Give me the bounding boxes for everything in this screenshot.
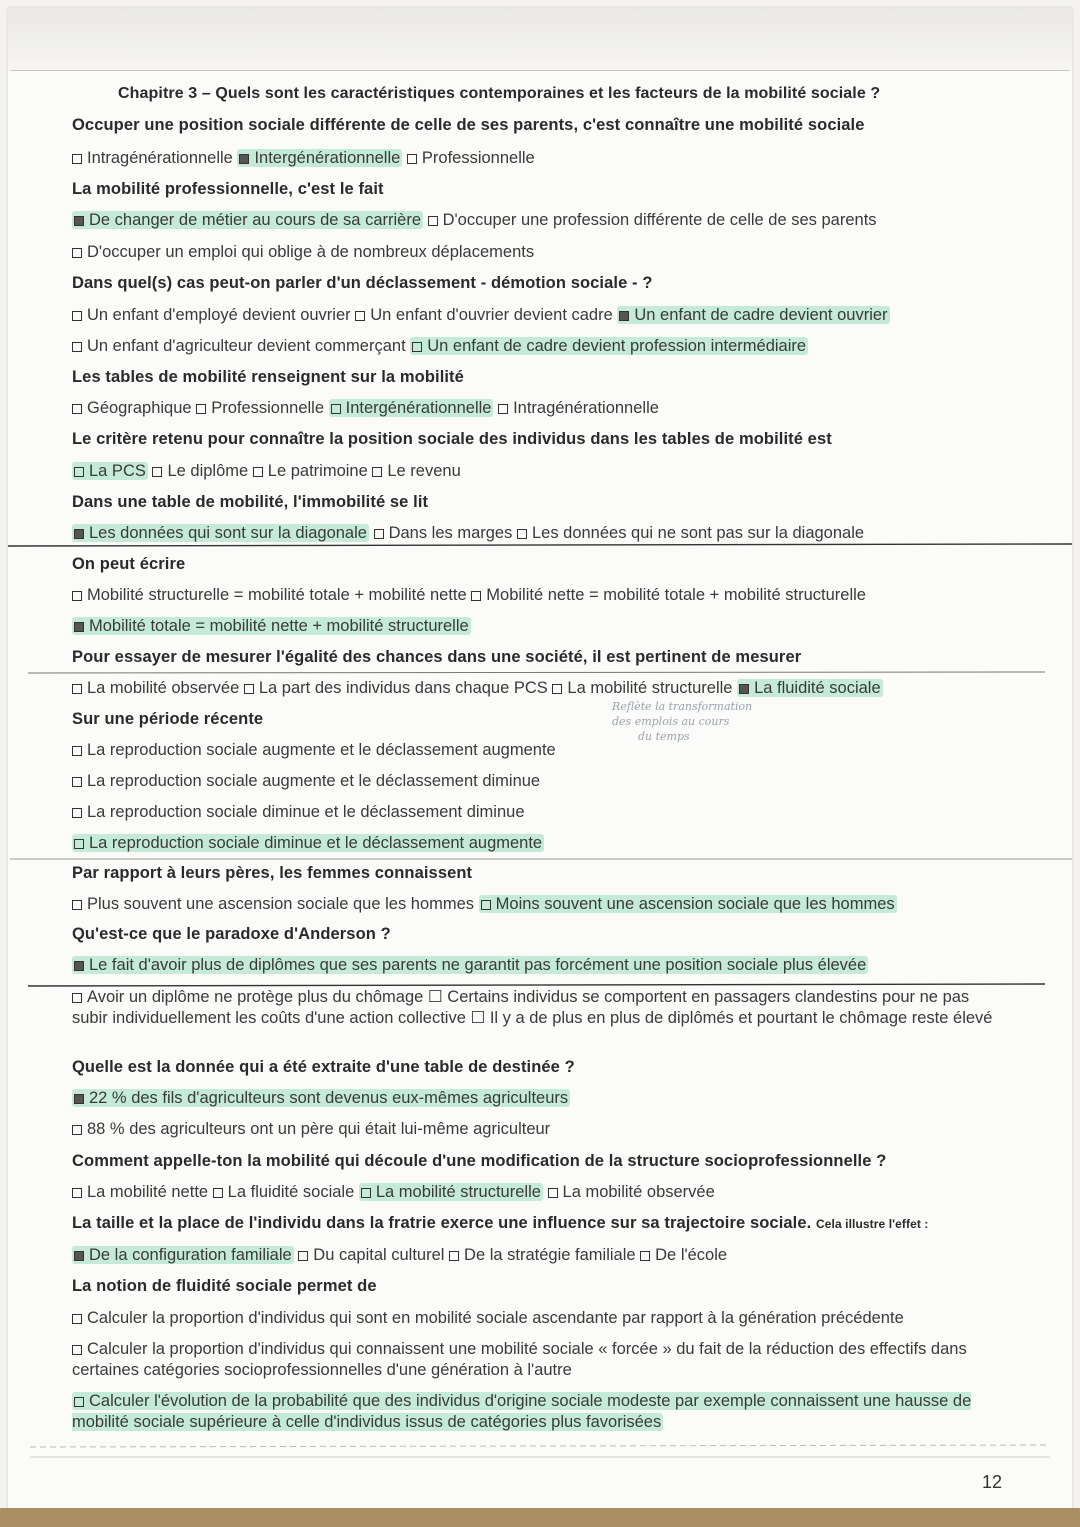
answer-line [72,771,540,791]
answer-option-label: De la configuration familiale [89,1246,292,1264]
answer-option[interactable] [72,741,556,759]
answer-option[interactable] [72,772,540,790]
checkbox-icon[interactable] [428,216,438,226]
answer-option-label: Le diplôme [167,462,249,480]
answer-option-label: Intergénérationnelle [345,399,492,417]
question-text: On peut écrire [72,555,186,573]
answer-option-label: Géographique [87,399,192,417]
answer-option-label: La PCS [89,462,146,480]
answer-option-label: La mobilité structurelle [567,679,733,697]
answer-option[interactable] [72,617,471,635]
question-text: Quelle est la donnée qui a été extraite d'une table de destinée ? [72,1058,575,1076]
answer-option-label: La reproduction sociale diminue et le déclassement diminue [87,803,525,821]
answer-option-label: De la stratégie familiale [464,1246,636,1264]
checkbox-icon[interactable] [640,1251,650,1261]
answer-option[interactable] [617,306,889,324]
answer-option-label: La mobilité nette [87,1183,209,1201]
question-text: La mobilité professionnelle, c'est le fait [72,180,384,198]
separator-line [28,672,1045,673]
checked-checkbox-icon[interactable] [74,1251,84,1261]
answer-option[interactable] [552,679,732,697]
checkbox-icon[interactable] [72,1125,82,1135]
handwritten-note [612,699,752,744]
answer-option[interactable] [72,306,351,324]
answer-option[interactable] [72,1309,904,1327]
answer-option-label: La mobilité observée [87,679,240,697]
checkbox-icon[interactable] [374,529,384,539]
checkbox-icon[interactable] [152,467,162,477]
answer-option[interactable] [72,149,233,167]
checked-checkbox-icon[interactable] [739,684,749,694]
answer-option[interactable] [374,524,513,542]
answer-option[interactable] [72,524,369,542]
answer-option-label: Professionnelle [421,149,535,167]
answer-option[interactable] [372,462,460,480]
checkbox-icon[interactable] [72,404,82,414]
checkbox-icon[interactable] [72,777,82,787]
question-text: Dans quel(s) cas peut-on parler d'un déclassement - démotion sociale - ? [72,274,653,292]
question-text: La notion de fluidité sociale permet de [72,1277,377,1295]
question-text: Sur une période récente [72,710,264,728]
answer-option[interactable] [72,803,525,821]
answer-option-label: Un enfant d'ouvrier devient cadre [370,306,613,324]
answer-line [72,1182,715,1202]
answer-option[interactable] [72,211,423,229]
answer-option-label: Le fait d'avoir plus de diplômes que ses parents ne garantit pas forcément une position sociale plus élevée [89,956,867,974]
answer-wrapped-text: Calculer l'évolution de la probabilité que des individus d'origine sociale modeste par exemple connaissent une hausse de mobilité sociale supérieure à celle d'individus issus de catégories plus favorisées [72,1392,972,1431]
answer-line [72,802,525,822]
question-text: Occuper une position sociale différente de celle de ses parents, c'est connaître une mobilité sociale [72,116,865,134]
answer-option[interactable] [72,1089,570,1107]
answer-option[interactable] [479,895,897,913]
answer-option[interactable] [329,399,494,417]
answer-option-label: Un enfant de cadre devient profession intermédiaire [427,337,807,355]
checkbox-icon[interactable] [298,1251,308,1261]
answer-option[interactable] [152,462,248,480]
answer-option-label: De l'école [655,1246,728,1264]
checkbox-icon[interactable] [72,1314,82,1324]
checked-checkbox-icon[interactable] [74,622,84,632]
checkbox-icon[interactable] [253,467,263,477]
answer-option[interactable] [72,1246,294,1264]
answer-option[interactable] [72,1120,550,1138]
answer-line [72,585,866,605]
checkbox-icon[interactable] [72,591,82,601]
checkbox-icon[interactable] [72,154,82,164]
checkbox-icon[interactable] [471,591,481,601]
answer-wrapped [72,987,1002,1029]
checkbox-icon[interactable] [72,684,82,694]
answer-option-label: 88 % des agriculteurs ont un père qui était lui-même agriculteur [87,1120,551,1138]
checkbox-icon[interactable] [72,746,82,756]
answer-option[interactable] [640,1246,727,1264]
answer-option-label: Un enfant d'employé devient ouvrier [87,306,351,324]
checked-checkbox-icon[interactable] [74,1094,84,1104]
checked-checkbox-icon[interactable] [74,529,84,539]
answer-line [72,1119,550,1139]
answer-option-label: Mobilité totale = mobilité nette + mobilité structurelle [89,617,469,635]
answer-option-label: Moins souvent une ascension sociale que les hommes [495,895,895,913]
handwritten-line: des emplois au cours [612,715,730,728]
answer-line [72,148,535,168]
answer-line [72,523,864,543]
answer-option-label: Mobilité structurelle = mobilité totale + mobilité nette [87,586,467,604]
answer-option-label: 22 % des fils d'agriculteurs sont devenus eux-mêmes agriculteurs [89,1089,569,1107]
checkbox-icon[interactable] [72,1188,82,1198]
answer-option-label: Plus souvent une ascension sociale que les hommes [87,895,475,913]
checkbox-icon[interactable] [72,311,82,321]
answer-option-label: De changer de métier au cours de sa carrière [89,211,421,229]
checkbox-icon[interactable] [449,1251,459,1261]
answer-option-label: La mobilité observée [562,1183,715,1201]
checkbox-icon[interactable] [74,1397,84,1407]
answer-option-label: Le revenu [387,462,461,480]
answer-option-label: La reproduction sociale diminue et le déclassement augmente [89,834,543,852]
answer-option-label: La fluidité sociale [754,679,881,697]
answer-wrapped-text: Calculer la proportion d'individus qui connaissent une mobilité sociale « forcée » du fait de la réduction des effectifs dans certaines catégories socioprofessionnelles d'une génération à l'autre [72,1340,967,1379]
checkbox-icon[interactable] [72,1345,82,1355]
answer-option[interactable] [355,306,613,324]
answer-option[interactable] [298,1246,444,1264]
checkbox-icon[interactable] [517,529,527,539]
answer-option[interactable] [359,1183,543,1201]
answer-line [72,398,659,418]
checkbox-icon[interactable] [213,1188,223,1198]
answer-option[interactable] [548,1183,715,1201]
answer-option[interactable] [244,679,548,697]
answer-option[interactable] [517,524,864,542]
answer-line [72,616,471,636]
answer-wrapped-text: Avoir un diplôme ne protège plus du chômage ☐ Certains individus se comportent en passagers clandestins pour ne pas subir individuellement les coûts d'une action collective ☐ Il y a de plus en plus de diplômés et pourtant le chômage reste élevé [72,988,993,1027]
answer-option-label: D'occuper une profession différente de celle de ses parents [442,211,877,229]
checkbox-icon[interactable] [72,993,82,1003]
answer-option[interactable] [72,834,544,852]
question-text: Dans une table de mobilité, l'immobilité se lit [72,493,429,511]
answer-line [72,305,890,325]
answer-option[interactable] [196,399,324,417]
checkbox-icon[interactable] [196,404,206,414]
answer-wrapped [72,1391,1002,1433]
question-text [72,1213,929,1234]
checkbox-icon[interactable] [244,684,254,694]
separator-line [30,1445,1050,1447]
question-text: Par rapport à leurs pères, les femmes connaissent [72,864,473,882]
checked-checkbox-icon[interactable] [74,961,84,971]
answer-line [72,833,544,853]
checkbox-icon[interactable] [372,467,382,477]
answer-option-label: Calculer la proportion d'individus qui sont en mobilité sociale ascendante par rapport à la génération précédente [87,1309,904,1327]
answer-option[interactable] [72,243,534,261]
answer-option[interactable] [72,679,239,697]
checkbox-icon[interactable] [407,154,417,164]
question-text: Comment appelle-ton la mobilité qui découle d'une modification de la structure socioprofessionnelle ? [72,1152,887,1170]
checkbox-icon[interactable] [72,900,82,910]
answer-option-label: Les données qui ne sont pas sur la diagonale [531,524,865,542]
answer-line [72,740,556,760]
checkbox-icon[interactable] [361,1188,371,1198]
checkbox-icon[interactable] [72,248,82,258]
answer-option-label: La fluidité sociale [227,1183,355,1201]
answer-line [72,336,808,356]
answer-line [72,1088,570,1108]
question-note: Cela illustre l'effet : [815,1217,929,1231]
answer-line [72,678,883,698]
answer-option-label: Le patrimoine [267,462,368,480]
answer-option[interactable] [72,895,474,913]
answer-option[interactable] [737,679,883,697]
answer-option[interactable] [237,149,402,167]
page-title: Chapitre 3 – Quels sont les caractéristiques contemporaines et les facteurs de la mobilité sociale ? [118,85,881,102]
question-text: Le critère retenu pour connaître la position sociale des individus dans les tables de mobilité est [72,430,832,448]
answer-option-label: Les données qui sont sur la diagonale [89,524,367,542]
highlighted-answer [72,1392,971,1431]
answer-line [72,955,868,975]
checkbox-icon[interactable] [331,404,341,414]
answer-line [72,210,877,230]
question-text: Qu'est-ce que le paradoxe d'Anderson ? [72,925,391,943]
answer-line [72,1245,727,1265]
answer-option-label: La mobilité structurelle [375,1183,541,1201]
answer-option-label: Intragénérationnelle [513,399,659,417]
checkbox-icon[interactable] [548,1188,558,1198]
answer-line [72,461,461,481]
answer-option-label: D'occuper un emploi qui oblige à de nombreux déplacements [87,243,535,261]
answer-line [72,242,534,262]
answer-option[interactable] [72,337,406,355]
answer-option[interactable] [72,586,467,604]
answer-option-label: Mobilité nette = mobilité totale + mobilité structurelle [486,586,866,604]
answer-option[interactable] [253,462,368,480]
answer-option-label: Intragénérationnelle [87,149,233,167]
answer-option[interactable] [471,586,866,604]
answer-option-label: La reproduction sociale augmente et le déclassement augmente [87,741,556,759]
answer-option[interactable] [410,337,808,355]
answer-option-label: Du capital culturel [313,1246,445,1264]
checkbox-icon[interactable] [498,404,508,414]
checked-checkbox-icon[interactable] [74,216,84,226]
checkbox-icon[interactable] [552,684,562,694]
scan-bottom-edge [0,1508,1080,1527]
checkbox-icon[interactable] [72,808,82,818]
answer-line [72,894,897,914]
checkbox-icon[interactable] [72,342,82,352]
answer-option[interactable] [213,1183,355,1201]
answer-option-label: Un enfant d'agriculteur devient commerçant [87,337,406,355]
checkbox-icon[interactable] [74,467,84,477]
handwritten-line: Reflète la transformation [612,700,753,713]
answer-option[interactable] [449,1246,636,1264]
answer-option[interactable] [72,399,192,417]
question-text: Pour essayer de mesurer l'égalité des chances dans une société, il est pertinent de mesurer [72,648,802,666]
answer-option[interactable] [72,1183,208,1201]
separator-line [8,544,1072,546]
question-main: La taille et la place de l'individu dans la fratrie exerce une influence sur sa trajectoire sociale. [72,1214,812,1232]
checkbox-icon[interactable] [74,839,84,849]
handwritten-line: du temps [638,730,690,743]
question-text: Les tables de mobilité renseignent sur la mobilité [72,368,464,386]
checkbox-icon[interactable] [355,311,365,321]
separator-line [28,984,1045,986]
answer-option-label: Professionnelle [211,399,325,417]
answer-option[interactable] [72,956,868,974]
answer-option[interactable] [72,462,148,480]
answer-wrapped [72,1339,1002,1381]
checkbox-icon[interactable] [481,900,491,910]
checkbox-icon[interactable] [412,342,422,352]
answer-option-label: Dans les marges [388,524,513,542]
answer-option[interactable] [407,149,535,167]
checked-checkbox-icon[interactable] [239,154,249,164]
answer-option-label: Intergénérationnelle [254,149,401,167]
page-number: 12 [982,1472,1003,1492]
answer-option[interactable] [498,399,659,417]
checked-checkbox-icon[interactable] [619,311,629,321]
answer-option-label: Un enfant de cadre devient ouvrier [634,306,888,324]
answer-option-label: La reproduction sociale augmente et le déclassement diminue [87,772,541,790]
answer-line [72,1308,904,1328]
answer-option-label: La part des individus dans chaque PCS [258,679,548,697]
answer-option[interactable] [428,211,877,229]
